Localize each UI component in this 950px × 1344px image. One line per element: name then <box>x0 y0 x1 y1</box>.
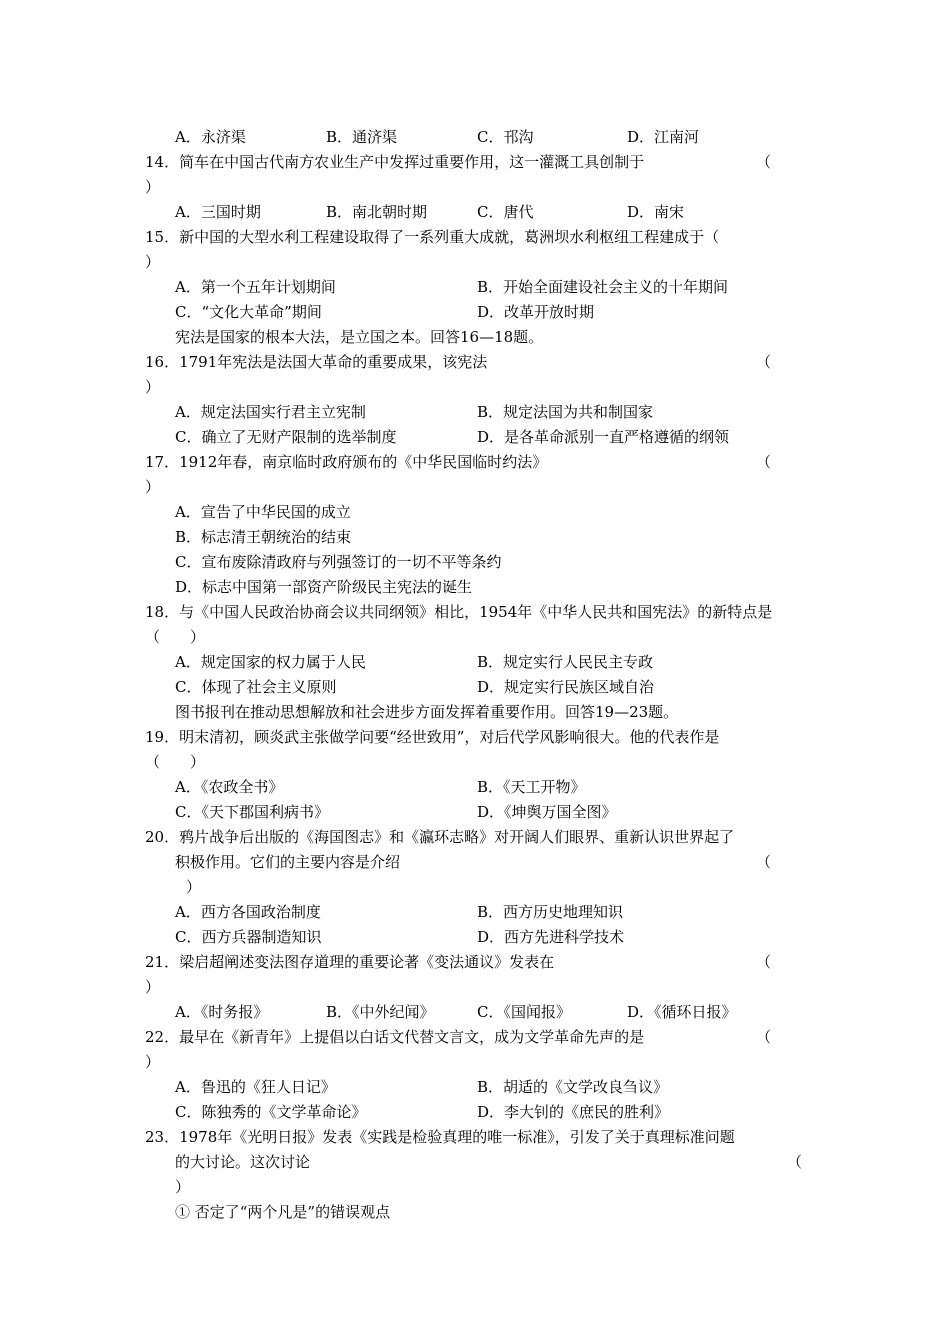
option-a: A．宣告了中华民国的成立 <box>175 503 351 521</box>
option-d: D．改革开放时期 <box>477 303 595 321</box>
option-b: B．通济渠 <box>326 128 398 146</box>
option-b: B．胡适的《文学改良刍议》 <box>477 1078 669 1096</box>
question-16-stem: 16．1791年宪法是法国大革命的重要成果，该宪法 <box>145 353 488 371</box>
option-d: D．西方先进科学技术 <box>477 928 625 946</box>
option-d: D．南宋 <box>627 203 685 221</box>
option-b: B．开始全面建设社会主义的十年期间 <box>477 278 729 296</box>
question-18-stem: 18．与《中国人民政治协商会议共同纲领》相比，1954年《中华人民共和国宪法》的新特点是 <box>145 603 773 621</box>
option-b: B．《中外纪闻》 <box>326 1003 435 1021</box>
answer-paren-close: ） <box>186 878 202 896</box>
question-23-stem: 23．1978年《光明日报》发表《实践是检验真理的唯一标准》，引发了关于真理标准问题 <box>145 1128 735 1146</box>
option-b: B．西方历史地理知识 <box>477 903 624 921</box>
option-c: C．确立了无财产限制的选举制度 <box>175 428 397 446</box>
option-b: B．规定实行人民民主专政 <box>477 653 654 671</box>
answer-paren-open: （ <box>756 353 772 371</box>
answer-paren-close: ） <box>145 478 161 496</box>
option-a: A．《农政全书》 <box>175 778 284 796</box>
option-d: D．《循环日报》 <box>627 1003 737 1021</box>
option-d: D．规定实行民族区域自治 <box>477 678 655 696</box>
option-a: A．永济渠 <box>175 128 246 146</box>
statement-item: ① 否定了“两个凡是”的错误观点 <box>175 1203 391 1221</box>
option-d: D．《坤舆万国全图》 <box>477 803 617 821</box>
question-14-stem: 14．简车在中国古代南方农业生产中发挥过重要作用，这一灌溉工具创制于 <box>145 153 645 171</box>
answer-paren: （ ） <box>145 628 206 646</box>
option-a: A．鲁迅的《狂人日记》 <box>175 1078 336 1096</box>
option-a: A．三国时期 <box>175 203 261 221</box>
answer-paren-close: ） <box>175 1178 191 1196</box>
option-a: A．《时务报》 <box>175 1003 269 1021</box>
question-23-stem-cont: 的大讨论。这次讨论 <box>175 1153 311 1171</box>
answer-paren-open: （ <box>756 153 772 171</box>
answer-paren-open: （ <box>756 1028 772 1046</box>
option-a: A．西方各国政治制度 <box>175 903 321 921</box>
section-intro: 图书报刊在推动思想解放和社会进步方面发挥着重要作用。回答19—23题。 <box>175 703 679 721</box>
option-c: C．《天下郡国利病书》 <box>175 803 329 821</box>
option-c: C．《国闻报》 <box>477 1003 571 1021</box>
option-d: D．标志中国第一部资产阶级民主宪法的诞生 <box>175 578 473 596</box>
option-a: A．规定法国实行君主立宪制 <box>175 403 366 421</box>
answer-paren-close: ） <box>145 978 161 996</box>
answer-paren-close: ） <box>145 378 161 396</box>
option-a: A．规定国家的权力属于人民 <box>175 653 366 671</box>
answer-paren-close: ） <box>145 178 161 196</box>
question-20-stem-cont: 积极作用。它们的主要内容是介绍 <box>175 853 401 871</box>
answer-paren-open: （ <box>787 1153 803 1171</box>
question-22-stem: 22．最早在《新青年》上提倡以白话文代替文言文，成为文学革命先声的是 <box>145 1028 645 1046</box>
option-d: D．江南河 <box>627 128 700 146</box>
option-b: B．《天工开物》 <box>477 778 586 796</box>
option-c: C．唐代 <box>477 203 534 221</box>
option-c: C．宣布废除清政府与列强签订的一切不平等条约 <box>175 553 502 571</box>
question-15-stem: 15．新中国的大型水利工程建设取得了一系列重大成就，葛洲坝水利枢纽工程建成于（ <box>145 228 720 246</box>
answer-paren: （ ） <box>145 753 206 771</box>
option-c: C．邗沟 <box>477 128 534 146</box>
question-21-stem: 21．梁启超阐述变法图存道理的重要论著《变法通议》发表在 <box>145 953 555 971</box>
option-d: D．是各革命派别一直严格遵循的纲领 <box>477 428 730 446</box>
option-d: D．李大钊的《庶民的胜利》 <box>477 1103 670 1121</box>
answer-paren-close: ） <box>145 1053 161 1071</box>
answer-paren-close: ） <box>145 253 161 271</box>
answer-paren-open: （ <box>756 953 772 971</box>
option-c: C．体现了社会主义原则 <box>175 678 337 696</box>
question-19-stem: 19．明末清初，顾炎武主张做学问要“经世致用”，对后代学风影响很大。他的代表作是 <box>145 728 720 746</box>
option-c: C．陈独秀的《文学革命论》 <box>175 1103 367 1121</box>
option-b: B．标志清王朝统治的结束 <box>175 528 352 546</box>
question-20-stem: 20．鸦片战争后出版的《海国图志》和《瀛环志略》对开阔人们眼界、重新认识世界起了 <box>145 828 735 846</box>
option-c: C．西方兵器制造知识 <box>175 928 322 946</box>
option-b: B．南北朝时期 <box>326 203 428 221</box>
section-intro: 宪法是国家的根本大法，是立国之本。回答16—18题。 <box>175 328 544 346</box>
option-c: C．“文化大革命”期间 <box>175 303 322 321</box>
option-a: A．第一个五年计划期间 <box>175 278 336 296</box>
question-17-stem: 17．1912年春，南京临时政府颁布的《中华民国临时约法》 <box>145 453 548 471</box>
option-b: B．规定法国为共和制国家 <box>477 403 654 421</box>
answer-paren-open: （ <box>756 453 772 471</box>
answer-paren-open: （ <box>756 853 772 871</box>
